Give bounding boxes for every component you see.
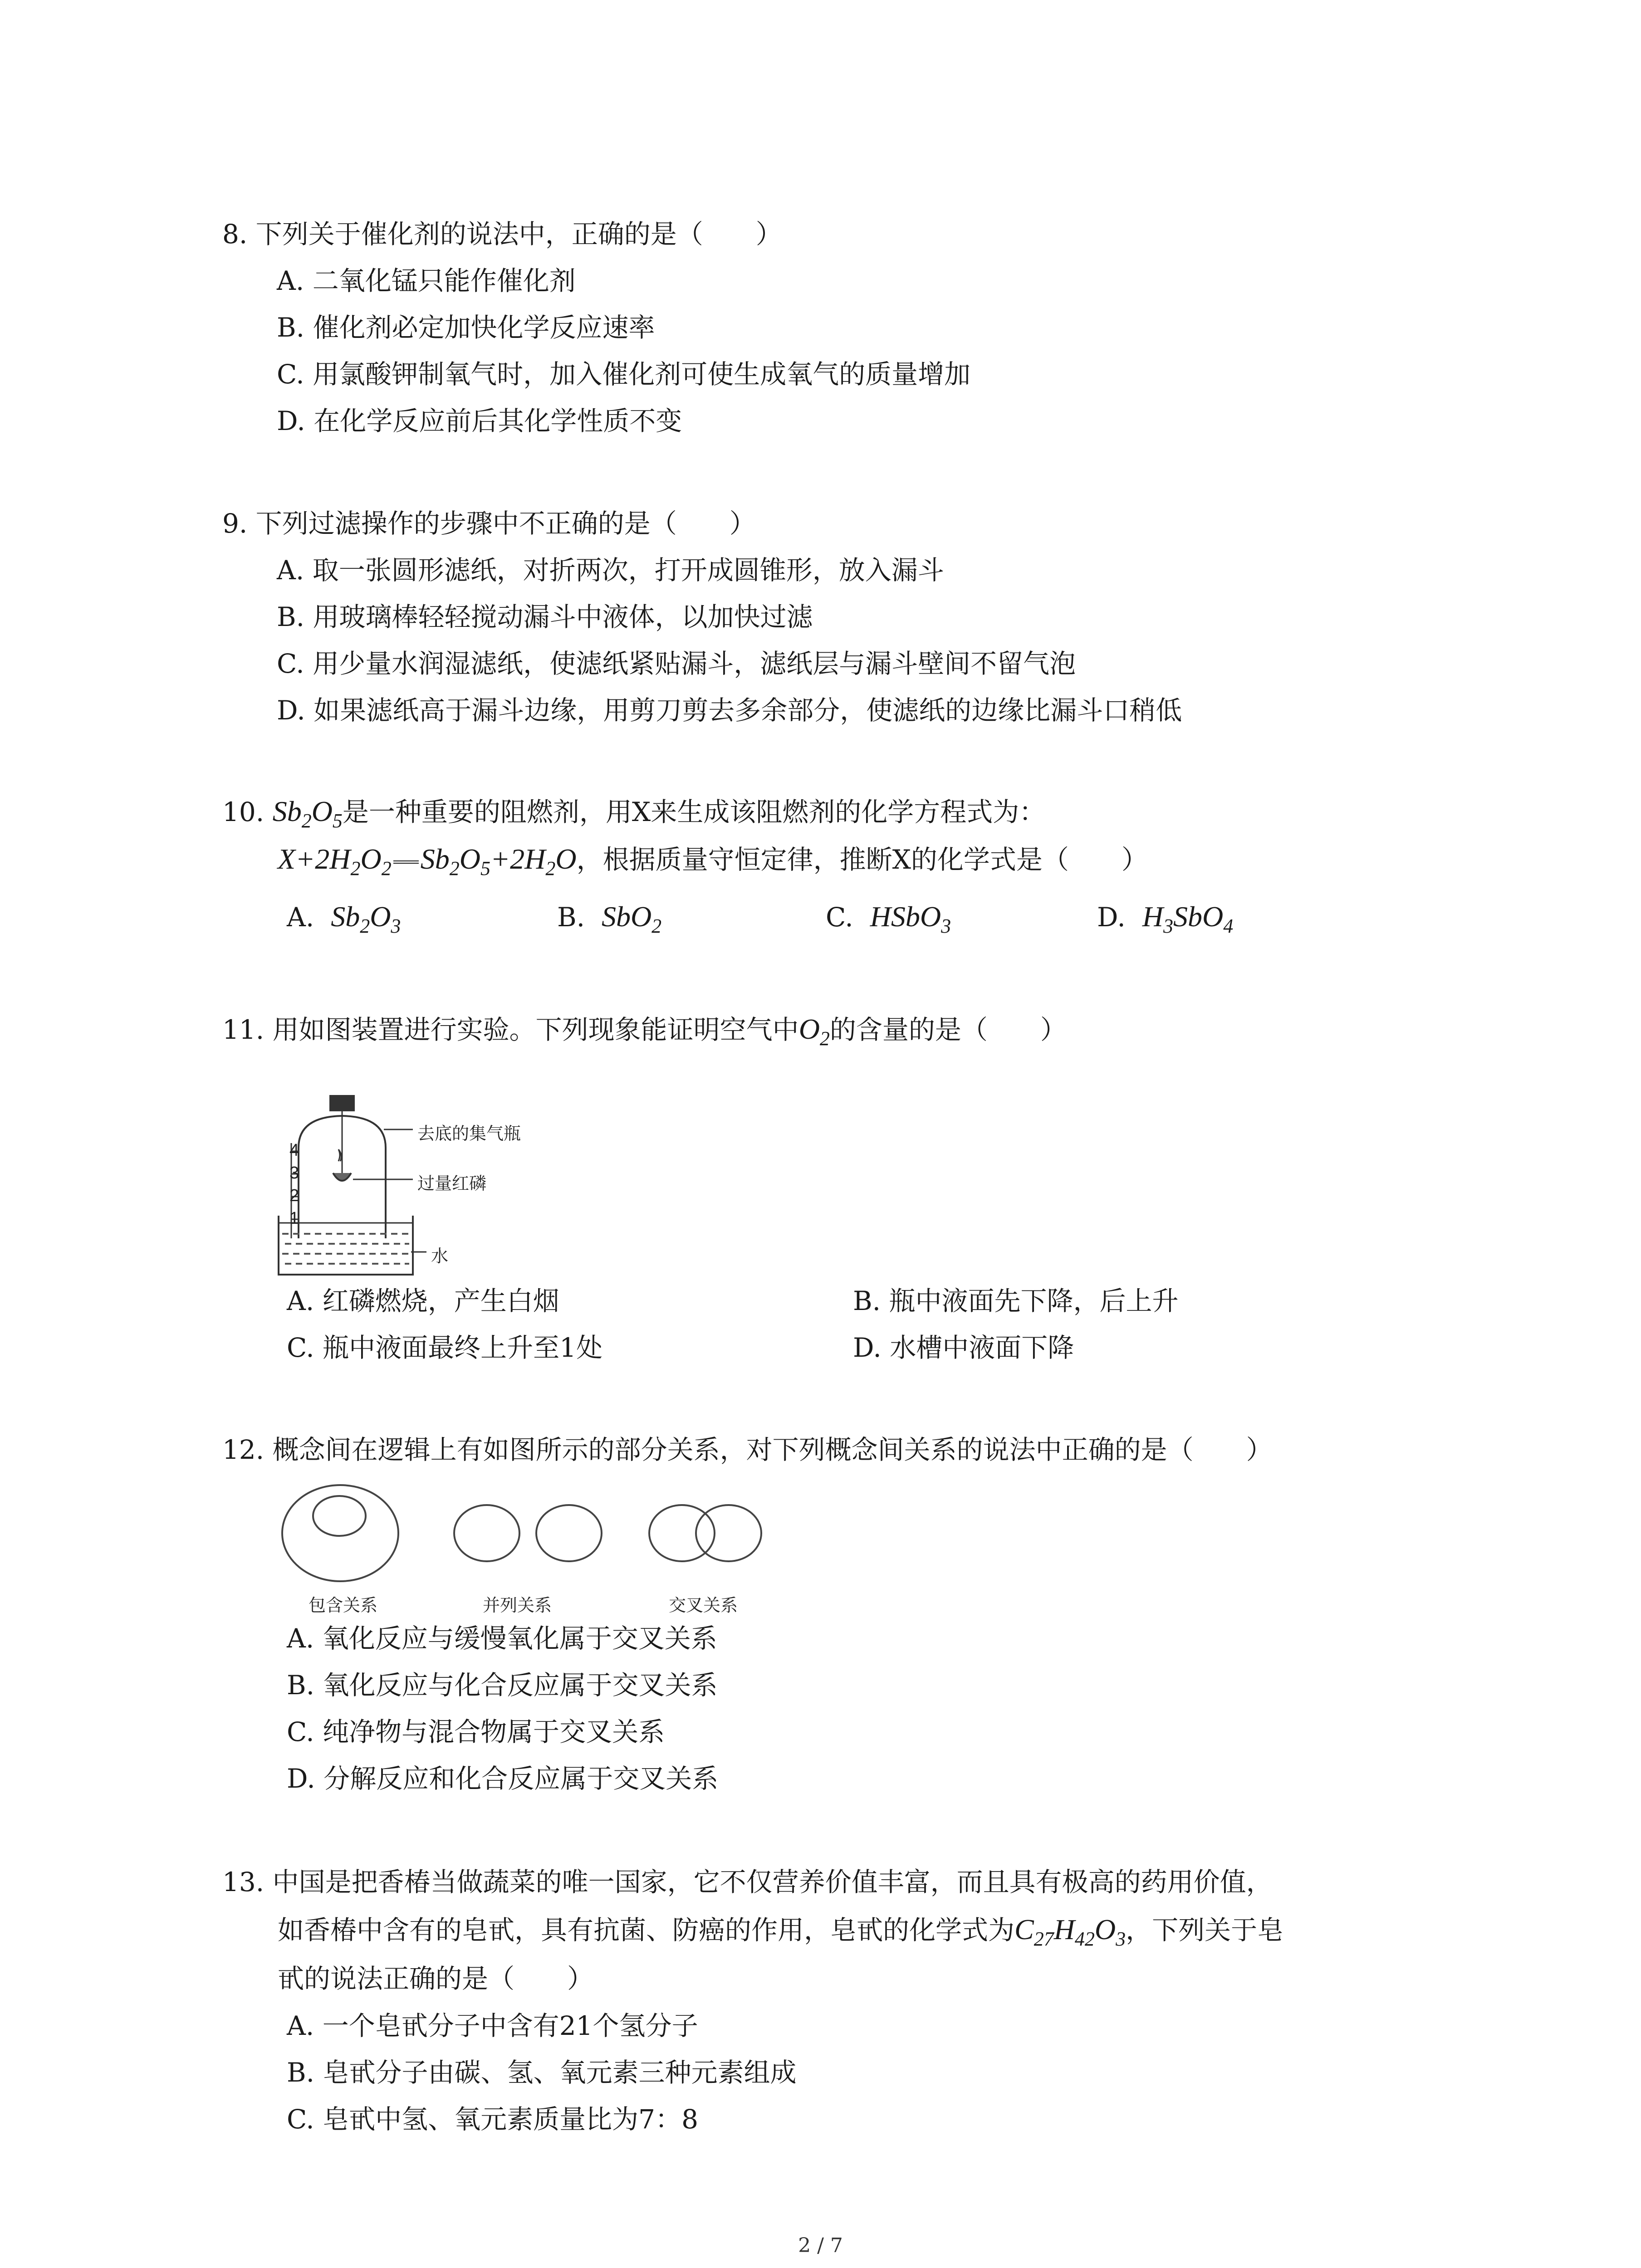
q9-option-a: A. 取一张圆形滤纸，对折两次，打开成圆锥形，放入漏斗 (277, 555, 944, 586)
q11-tick-4: 4 (289, 1141, 299, 1160)
q10-option-a (287, 900, 401, 937)
q12-option-c: C. 纯净物与混合物属于交叉关系 (287, 1716, 665, 1747)
q10-option-d-label: D. (1097, 902, 1126, 933)
q10-equation: $X+2H_2O_2$ $Sb_2O_5+2H_2O$ (278, 843, 577, 880)
q13-option-b: B. 皂甙分子由碳、氢、氧元素三种元素组成 (287, 2057, 797, 2088)
q10-option-b-label: B. (557, 902, 585, 933)
q10-option-b-formula: SbO$_2$ (601, 900, 662, 937)
q13-option-c: C. 皂甙中氢、氧元素质量比为7：8 (287, 2104, 698, 2135)
page-number: 2 / 7 (798, 2234, 843, 2257)
q9-option-b: B. 用玻璃棒轻轻搅动漏斗中液体，以加快过滤 (277, 601, 813, 632)
q11-option-c: C. 瓶中液面最终上升至1处 (287, 1332, 603, 1363)
q12-label-intersect: 交叉关系 (669, 1596, 738, 1615)
q9-option-d: D. 如果滤纸高于漏斗边缘，用剪刀剪去多余部分，使滤纸的边缘比漏斗口稍低 (277, 695, 1182, 726)
q11-option-b: B. 瓶中液面先下降，后上升 (853, 1286, 1179, 1316)
q10-option-d (1097, 900, 1234, 937)
q10-number: 10. (222, 797, 265, 827)
q11-label-bottle: 去底的集气瓶 (417, 1124, 521, 1144)
equals-sign-icon (393, 860, 419, 864)
q8-option-c: C. 用氯酸钾制氧气时，加入催化剂可使生成氧气的质量增加 (277, 359, 971, 390)
q10-stem (222, 795, 1046, 832)
q9-option-c: C. 用少量水润湿滤纸，使滤纸紧贴漏斗，滤纸层与漏斗壁间不留气泡 (277, 648, 1076, 679)
q11-label-water: 水 (431, 1247, 449, 1266)
q11-stem-tail: 的含量的是（ ） (829, 1014, 1067, 1045)
q11-tick-1: 1 (289, 1209, 299, 1228)
q13-line-2 (278, 1913, 1284, 1950)
q12-option-b: B. 氧化反应与化合反应属于交叉关系 (287, 1670, 718, 1701)
q13-line-3: 甙的说法正确的是（ ） (278, 1963, 594, 1994)
q10-stem-text: 是一种重要的阻燃剂，用X来生成该阻燃剂的化学方程式为： (342, 797, 1046, 827)
q11-formula-o2: $O_2$ (798, 1013, 830, 1050)
q12-stem: 12. 概念间在逻辑上有如图所示的部分关系，对下列概念间关系的说法中正确的是（ ） (222, 1434, 1273, 1465)
q10-option-d-formula: $H_3SbO_4$ (1142, 900, 1234, 937)
q8-stem: 8. 下列关于催化剂的说法中，正确的是（ ） (222, 219, 782, 249)
q10-option-c (826, 900, 951, 937)
q12-option-a: A. 氧化反应与缓慢氧化属于交叉关系 (287, 1623, 717, 1654)
q11-stem (222, 1013, 1067, 1050)
q12-relation-diagram (281, 1480, 780, 1584)
q10-equation-line (278, 843, 1148, 880)
q12-option-d: D. 分解反应和化合反应属于交叉关系 (287, 1763, 719, 1794)
q12-label-containment: 包含关系 (309, 1596, 378, 1615)
q13-line-2-tail: ，下列关于皂 (1126, 1915, 1284, 1945)
q11-stem-head: 11. 用如图装置进行实验。下列现象能证明空气中 (222, 1014, 799, 1045)
q8-option-d: D. 在化学反应前后其化学性质不变 (277, 406, 682, 436)
q13-line-2-head: 如香椿中含有的皂甙，具有抗菌、防癌的作用，皂甙的化学式为 (278, 1915, 1015, 1945)
parallel-circle-right (536, 1505, 602, 1561)
q10-equation-text: ，根据质量守恒定律，推断X的化学式是（ ） (576, 844, 1148, 875)
q11-option-a: A. 红磷燃烧，产生白烟 (287, 1286, 559, 1316)
containment-outer-circle (282, 1485, 398, 1581)
q8-option-a: A. 二氧化锰只能作催化剂 (277, 265, 576, 296)
q10-option-c-formula: HSbO$_3$ (870, 900, 951, 937)
containment-inner-circle (313, 1496, 366, 1536)
stopper-icon (330, 1096, 354, 1110)
intersect-circle-right (696, 1505, 761, 1561)
water-icon (282, 1234, 409, 1264)
q10-option-b (557, 900, 662, 937)
q8-option-b: B. 催化剂必定加快化学反应速率 (277, 312, 655, 343)
q11-option-d: D. 水槽中液面下降 (853, 1332, 1074, 1363)
q10-option-a-label: A. (287, 902, 314, 933)
q9-stem: 9. 下列过滤操作的步骤中不正确的是（ ） (222, 508, 756, 539)
q10-option-c-label: C. (826, 902, 853, 933)
q11-tick-3: 3 (289, 1163, 299, 1183)
q10-formula-sb2o5: $Sb_2O_5$ (272, 795, 343, 832)
q10-option-a-formula: $Sb_2O_3$ (331, 900, 401, 937)
q11-tick-2: 2 (289, 1186, 299, 1205)
q12-label-parallel: 并列关系 (483, 1596, 552, 1615)
q13-option-a: A. 一个皂甙分子中含有21个氢分子 (287, 2010, 698, 2041)
q11-label-phosphorus: 过量红磷 (417, 1174, 487, 1193)
parallel-circle-left (454, 1505, 519, 1561)
q13-formula: $C_{27}H_{42}O_3$ (1014, 1913, 1126, 1950)
q13-line-1: 13. 中国是把香椿当做蔬菜的唯一国家，它不仅营养价值丰富，而且具有极高的药用价值， (222, 1867, 1273, 1897)
